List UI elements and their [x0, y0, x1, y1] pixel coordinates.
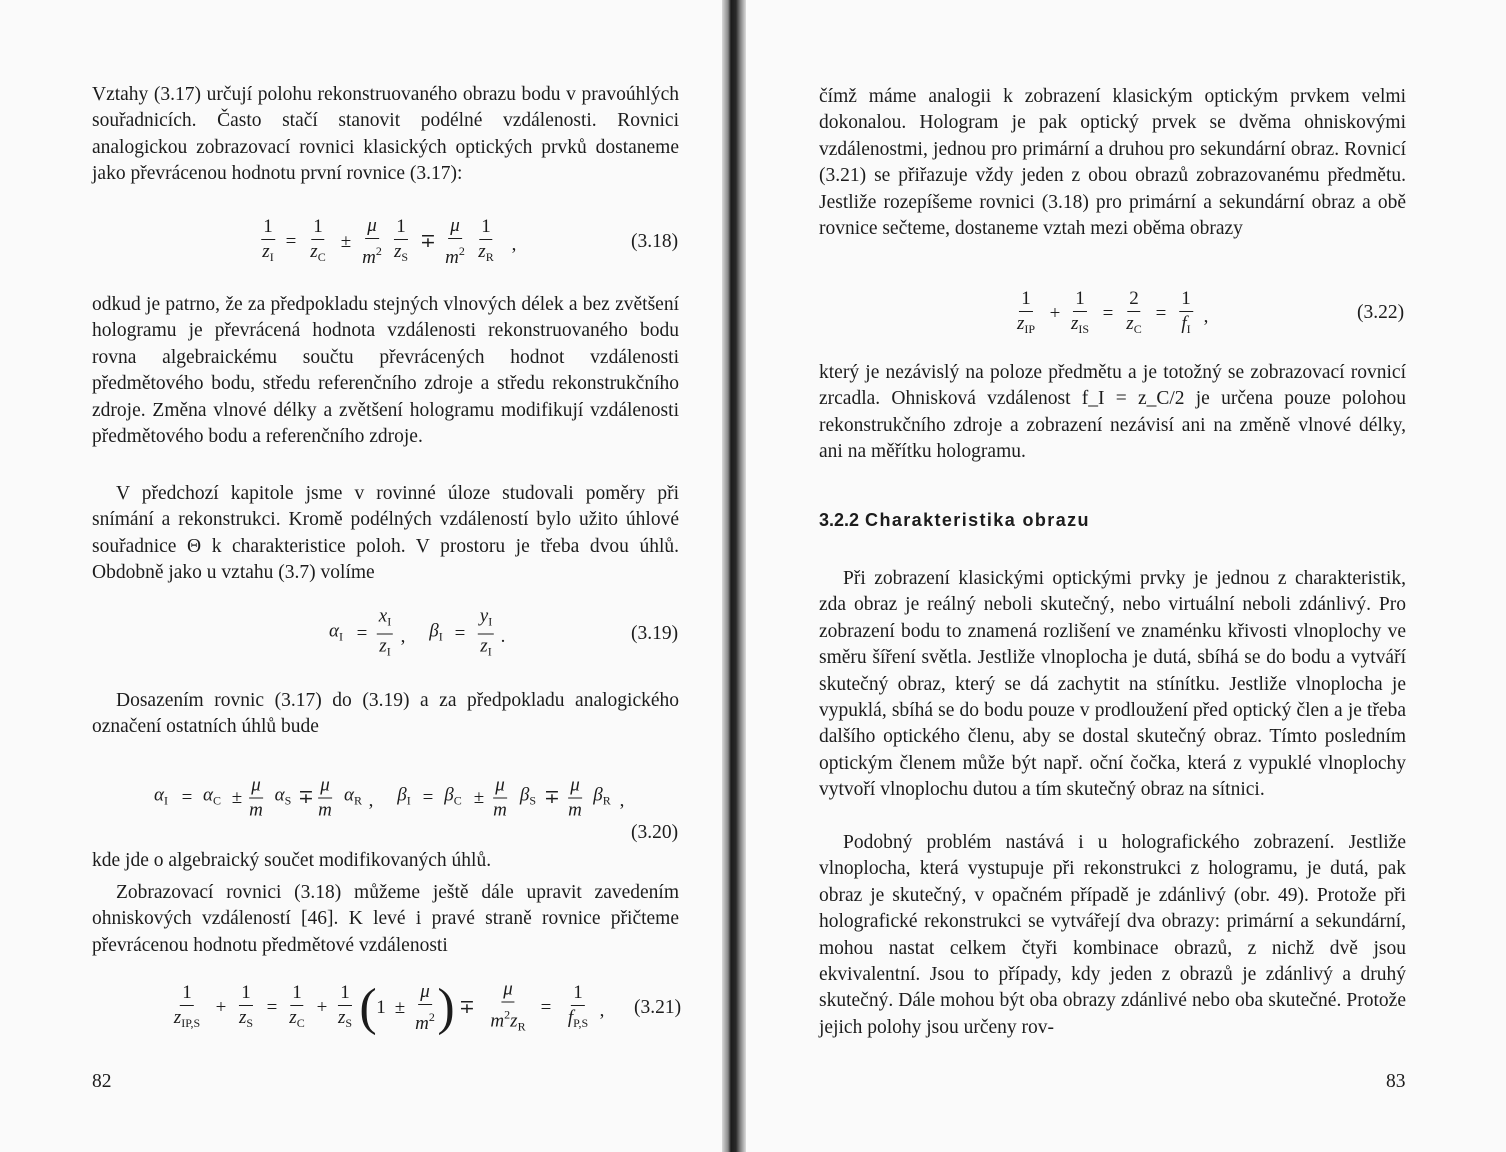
equation-number: (3.21) — [634, 997, 682, 1018]
right-paragraph-3: Při zobrazení klasickými optickými prvky je jednou z charakteristik, zda obraz je reálný neboli skutečný, nebo virtuální neboli zdánlivý. Pro zobrazení bodu to znamená rozlišení ve znaménku křivosti vlnoplochy ve směru šíření světla. Jestliže vlnoplocha je dutá, sbíhá se do bodu a vytváří skutečný obraz, který se dá zachytit na stínítku. Jestliže vlnoplocha je vypuklá, sbíhá se do bodu pouze v prodloužení před optický člen a je třeba dalšího optického členu, aby se dostal skutečný obraz. Tímto posledním optickým členem může být např. oční čočka, která z vypuklé vlnoplochy vytvoří vlnoplochu dutou a tím skutečný obraz na sítnici. — [819, 568, 1406, 801]
equation-3-21: 1 $z_{IP,S}$ + 1 $z_S$ = 1 $z_C$ + 1 $z_S$ ( 1 ± μ $m^2$ ) ∓ μ $m^2z_R$ = 1 $f_{P,S}$ , — [173, 978, 605, 1036]
left-paragraph-4: Dosazením rovnic (3.17) do (3.19) a za předpokladu analogického označení ostatních úhlů bude — [92, 690, 679, 738]
eq-fraction: μ $m^2$ — [415, 981, 435, 1034]
eq-fraction: 1 $z_S$ — [238, 982, 254, 1030]
left-paragraph-3: V předchozí kapitole jsme v rovinné úloze studovali poměry při snímání a rekonstrukci. Kromě podélných vzdáleností bylo užito úhlové souřadnice Θ k charakteristice poloh. V prostoru je třeba dvou úhlů. Obdobně jako u vztahu (3.7) volíme — [92, 483, 679, 584]
eq-fraction: 1 $z_R$ — [478, 216, 494, 264]
page-number: 83 — [1386, 1071, 1406, 1092]
eq-fraction: 1 $z_I$ — [262, 216, 274, 264]
left-paragraph-6: Zobrazovací rovnici (3.18) můžeme ještě dále upravit zavedením ohniskových vzdáleností [46]. K levé i pravé straně rovnice přičteme převrácenou hodnotu předmětové vzdálenosti — [92, 882, 679, 956]
left-paragraph-5: kde jde o algebraický součet modifikovaných úhlů. — [92, 850, 492, 871]
equation-number: (3.18) — [631, 231, 679, 252]
eq-fraction: μ m — [493, 774, 507, 821]
right-paragraph-1: čímž máme analogii k zobrazení klasickým optickým prvkem velmi dokonalou. Hologram je pak optický prvek se dvěma ohniskovými vzdálenostmi, jednou pro primární a druhou pro sekundární obraz. Rovnicí (3.21) se přiřazuje vždy jeden z obou obrazů zobrazovanému předmětu. Jestliže rozepíšeme rovnici (3.18) pro primární a sekundární obraz a obě rovnice sečteme, dostaneme vztah mezi oběma obrazy — [819, 86, 1406, 240]
section-heading — [819, 510, 1090, 531]
eq-fraction: $y_I$ $z_I$ — [479, 605, 493, 659]
eq-fraction: μ $m^2$ — [445, 215, 465, 268]
eq-fraction: 1 $f_{P,S}$ — [567, 982, 589, 1030]
section-title: Charakteristika obrazu — [865, 510, 1090, 530]
eq-fraction: μ m — [568, 774, 582, 821]
eq-fraction: 1 $z_{IS}$ — [1070, 288, 1090, 336]
eq-fraction: 1 $f_I$ — [1181, 288, 1191, 336]
equation-3-20: $\alpha_I$ = $\alpha_C$ ± μ m $\alpha_S$ ∓ μ m $\alpha_R$ , $\beta_I$ = $\beta_C$ ± μ m $\beta_S$ ∓ μ m $\beta_R$ , — [154, 774, 625, 821]
right-paragraph-2: který je nezávislý na poloze předmětu a je totožný se zobrazovací rovnicí zrcadla. Ohnisková vzdálenost f_I = z_C/2 je určena pouze polohou rekonstrukčního zdroje a zobrazení nezávisí ani na změně vlnové délky, ani na měřítku hologramu. — [819, 362, 1406, 463]
equation-number: (3.20) — [631, 822, 679, 843]
eq-fraction: μ m — [249, 774, 263, 821]
eq-fraction: μ $m^2z_R$ — [490, 978, 526, 1034]
right-paragraph-4: Podobný problém nastává i u holografického zobrazení. Jestliže vlnoplocha, která vystupuje při rekonstrukci z hologramu, je dutá, pak obraz je skutečný, v opačném případě je zdánlivý (obr. 49). Protože při holografické rekonstrukci se vytvářejí dva obrazy: primární a sekundární, mohou nastat celkem čtyři kombinace obrazů, z nichž dvě jsou ekvivalentní. Jsou to případy, kdy jeden z obrazů je zdánlivý a druhý skutečný. Dále mohou být oba obrazy zdánlivé nebo oba skutečné. Protože jejich polohy jsou určeny rov- — [819, 832, 1406, 1038]
eq-fraction: $x_I$ $z_I$ — [378, 605, 392, 659]
section-number: 3.2.2 — [819, 510, 860, 530]
eq-fraction: μ $m^2$ — [362, 215, 382, 268]
eq-fraction: 1 $z_{IP}$ — [1016, 288, 1036, 336]
left-paragraph-2: odkud je patrno, že za předpokladu stejných vlnových délek a bez zvětšení hologramu je převrácená hodnota vzdálenosti rekonstruovaného bodu rovna algebraickému součtu převrácených hodnot vzdálenosti předmětového bodu, středu referenčního zdroje a středu rekonstrukčního zdroje. Změna vlnové délky a zvětšení hologramu modifikují vzdálenosti předmětového bodu a referenčního zdroje. — [92, 294, 679, 448]
eq-fraction: 1 $z_{IP,S}$ — [173, 982, 201, 1030]
eq-fraction: 1 $z_C$ — [289, 982, 305, 1030]
eq-fraction: 1 $z_S$ — [337, 982, 353, 1030]
page-number: 82 — [92, 1071, 112, 1092]
eq-fraction: 1 $z_C$ — [310, 216, 326, 264]
equation-3-19: $\alpha_I$ = $x_I$ $z_I$ , $\beta_I$ = $y_I$ $z_I$ . — [0, 604, 720, 668]
eq-fraction: μ m — [318, 774, 332, 821]
equation-number: (3.22) — [1357, 302, 1405, 323]
eq-fraction: 1 $z_S$ — [393, 216, 409, 264]
equation-3-18: 1 $z_I$ = 1 $z_C$ ± μ $m^2$ 1 $z_S$ ∓ μ $m^2$ 1 $z_R$ , — [262, 215, 517, 268]
equation-number: (3.19) — [631, 623, 679, 644]
eq-fraction: 2 $z_C$ — [1126, 288, 1142, 336]
left-paragraph-1: Vztahy (3.17) určují polohu rekonstruovaného obrazu bodu v pravoúhlých souřadnicích. Často stačí stanovit podélné vzdálenosti. Rovnici analogickou zobrazovací rovnici klasických optických prvků dostaneme jako převrácenou hodnotu první rovnice (3.17): — [92, 84, 679, 185]
equation-3-22: 1 $z_{IP}$ + 1 $z_{IS}$ = 2 $z_C$ = 1 $f_I$ , — [0, 284, 1506, 348]
